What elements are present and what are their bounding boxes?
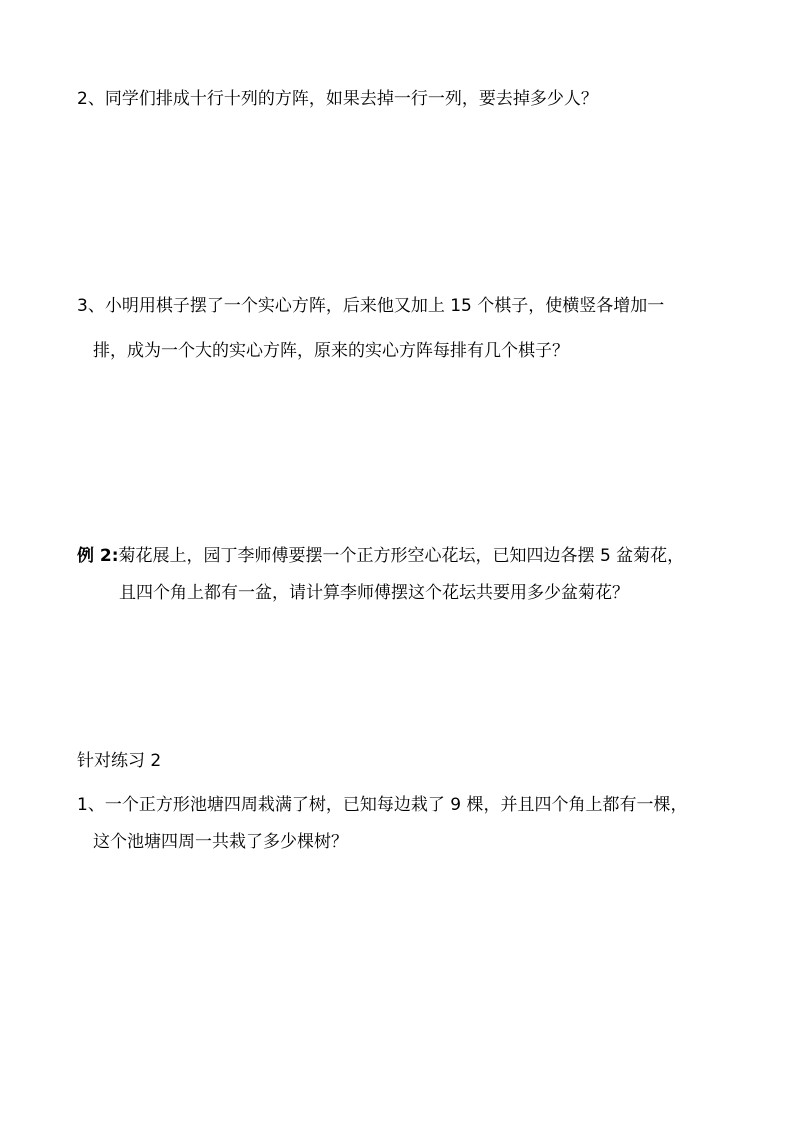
- question-3-text-line-1: 小明用棋子摆了一个实心方阵，后来他又加上 15 个棋子，使横竖各增加一: [104, 296, 665, 316]
- practice-2-item-1-number: 1、: [77, 795, 105, 815]
- example-2-label: 例 2:: [77, 546, 119, 566]
- question-3-text-line-2: 排，成为一个大的实心方阵，原来的实心方阵每排有几个棋子？: [93, 341, 569, 361]
- example-2-text-line-2: 且四个角上都有一盆，请计算李师傅摆这个花坛共要用多少盆菊花？: [119, 583, 629, 603]
- example-2-line-1: [77, 545, 684, 567]
- question-3-line-1: [77, 295, 664, 317]
- question-2: [77, 88, 598, 110]
- question-3-number: 3、: [77, 296, 105, 316]
- practice-2-title: 针对练习 2: [77, 751, 162, 771]
- practice-2-item-1-text-line-1: 一个正方形池塘四周栽满了树，已知每边栽了 9 棵，并且四个角上都有一棵，: [104, 795, 688, 815]
- example-2-text-line-1: 菊花展上，园丁李师傅要摆一个正方形空心花坛，已知四边各摆 5 盆菊花，: [118, 546, 685, 566]
- question-2-text: 同学们排成十行十列的方阵，如果去掉一行一列，要去掉多少人？: [104, 89, 598, 109]
- practice-2-item-1-line-2: [93, 831, 348, 853]
- example-2-line-2: [119, 582, 629, 604]
- question-2-number: 2、: [77, 89, 105, 109]
- practice-2-item-1-text-line-2: 这个池塘四周一共栽了多少棵树？: [93, 832, 348, 852]
- practice-2-item-1-line-1: [77, 794, 687, 816]
- question-3-line-2: [93, 340, 569, 362]
